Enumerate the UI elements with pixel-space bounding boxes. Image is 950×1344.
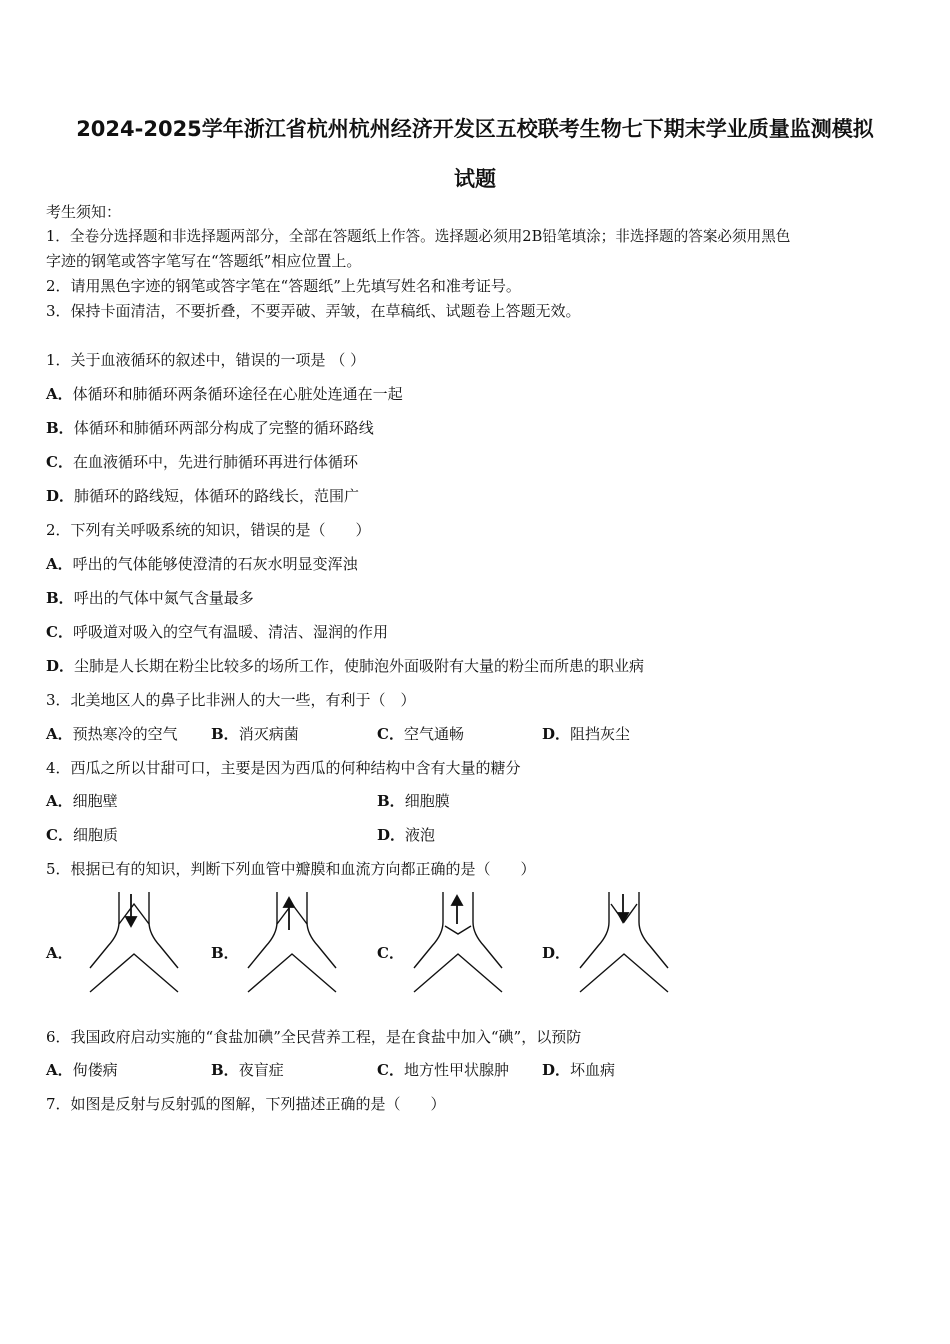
option-text: 阻挡灰尘 [570, 725, 631, 743]
exam-title-continued: 试题 [454, 167, 496, 191]
option-label: A． [46, 1061, 73, 1079]
q5-vessel-diagram-c [410, 890, 506, 994]
q2-option-a [46, 554, 358, 574]
q5-option-b-label: B． [211, 944, 239, 962]
question-6-stem: 6．我国政府启动实施的“食盐加碘”全民营养工程，是在食盐中加入“碘”，以预防 [46, 1028, 582, 1046]
option-label: B． [377, 792, 405, 810]
exam-title: 2024-2025学年浙江省杭州杭州经济开发区五校联考生物七下期末学业质量监测模拟 [76, 117, 874, 141]
option-label: B． [211, 1061, 239, 1079]
option-label: D． [46, 487, 75, 505]
q6-option-b [211, 1060, 284, 1080]
q6-option-c [377, 1060, 509, 1080]
q3-option-a [46, 724, 178, 744]
q6-option-a [46, 1060, 118, 1080]
q5-vessel-diagram-d [576, 890, 672, 994]
option-label: A． [46, 792, 73, 810]
option-text: 尘肺是人长期在粉尘比较多的场所工作，使肺泡外面吸附有大量的粉尘而所患的职业病 [74, 657, 645, 675]
option-text: 细胞质 [72, 826, 118, 844]
option-label: C． [46, 453, 73, 471]
notice-line-1: 1．全卷分选择题和非选择题两部分，全部在答题纸上作答。选择题必须用2B铅笔填涂；非选择题的答案必须用黑色 [46, 228, 791, 245]
q5-vessel-diagram-b [244, 890, 340, 994]
q3-option-d [542, 724, 630, 744]
option-text: 地方性甲状腺肿 [403, 1061, 509, 1079]
q6-option-d [542, 1060, 615, 1080]
option-label: C． [377, 725, 404, 743]
option-text: 肺循环的路线短，体循环的路线长，范围广 [74, 487, 360, 505]
q1-option-b [46, 418, 374, 438]
q5-option-a-label: A． [46, 944, 73, 962]
q2-option-c [46, 622, 388, 642]
q4-option-d [377, 825, 435, 845]
q4-option-c [46, 825, 118, 845]
option-text: 呼出的气体中氮气含量最多 [73, 589, 254, 607]
question-7-stem: 7．如图是反射与反射弧的图解，下列描述正确的是（ ） [46, 1095, 446, 1113]
option-text: 空气通畅 [403, 725, 464, 743]
option-label: D． [542, 1061, 571, 1079]
option-label: D． [46, 657, 75, 675]
notice-heading: 考生须知： [46, 203, 122, 221]
option-label: A． [46, 555, 73, 573]
q1-option-d [46, 486, 359, 506]
question-4-stem: 4．西瓜之所以甘甜可口，主要是因为西瓜的何种结构中含有大量的糖分 [46, 759, 521, 777]
q2-option-d [46, 656, 644, 676]
question-5-stem: 5．根据已有的知识，判断下列血管中瓣膜和血流方向都正确的是（ ） [46, 860, 536, 878]
option-text: 液泡 [405, 826, 436, 844]
q2-option-b [46, 588, 254, 608]
option-text: 呼出的气体能够使澄清的石灰水明显变浑浊 [72, 555, 358, 573]
question-2-stem: 2．下列有关呼吸系统的知识，错误的是（ ） [46, 521, 371, 539]
option-text: 佝偻病 [72, 1061, 118, 1079]
option-label: A． [46, 725, 73, 743]
option-text: 细胞膜 [404, 792, 450, 810]
option-text: 在血液循环中，先进行肺循环再进行体循环 [72, 453, 358, 471]
option-label: D． [542, 725, 571, 743]
option-text: 消灭病菌 [238, 725, 299, 743]
question-1-stem: 1．关于血液循环的叙述中，错误的一项是 （ ） [46, 351, 366, 369]
option-label: A． [46, 385, 73, 403]
option-text: 坏血病 [570, 1061, 616, 1079]
q5-option-c-label: C． [377, 944, 404, 962]
option-text: 呼吸道对吸入的空气有温暖、清洁、湿润的作用 [72, 623, 388, 641]
q4-option-a [46, 791, 118, 811]
option-text: 细胞壁 [72, 792, 118, 810]
option-text: 体循环和肺循环两部分构成了完整的循环路线 [73, 419, 374, 437]
notice-line-2: 字迹的钢笔或答字笔写在“答题纸”相应位置上。 [46, 252, 362, 270]
notice-line-4: 3．保持卡面清洁，不要折叠，不要弄破、弄皱，在草稿纸、试题卷上答题无效。 [46, 302, 581, 320]
option-label: D． [377, 826, 406, 844]
q5-vessel-diagram-a [86, 890, 182, 994]
option-label: C． [377, 1061, 404, 1079]
option-label: C． [46, 826, 73, 844]
question-3-stem: 3．北美地区人的鼻子比非洲人的大一些，有利于（ ） [46, 691, 416, 709]
option-text: 夜盲症 [238, 1061, 284, 1079]
notice-line-3: 2．请用黑色字迹的钢笔或答字笔在“答题纸”上先填写姓名和准考证号。 [46, 277, 521, 295]
option-label: B． [46, 589, 74, 607]
q1-option-a [46, 384, 403, 404]
option-text: 体循环和肺循环两条循环途径在心脏处连通在一起 [72, 385, 403, 403]
q4-option-b [377, 791, 450, 811]
q5-option-d-label: D． [542, 944, 571, 962]
q3-option-b [211, 724, 299, 744]
option-label: B． [46, 419, 74, 437]
q1-option-c [46, 452, 358, 472]
option-label: C． [46, 623, 73, 641]
option-label: B． [211, 725, 239, 743]
option-text: 预热寒冷的空气 [72, 725, 178, 743]
q3-option-c [377, 724, 464, 744]
